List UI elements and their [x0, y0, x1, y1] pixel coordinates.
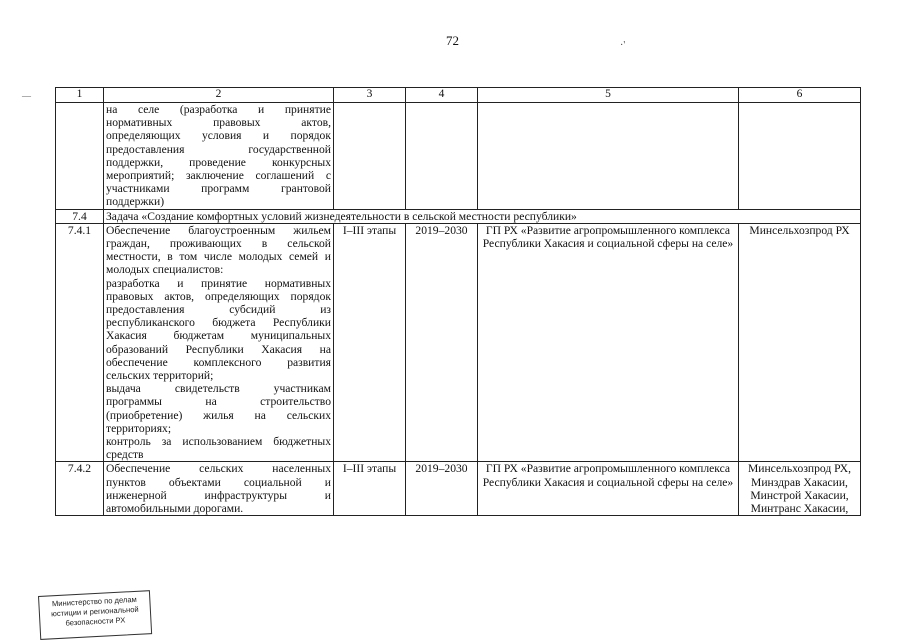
table-header-row [56, 88, 861, 103]
page-number: 72 [446, 33, 459, 48]
description-line: определяющих условия и порядок [106, 129, 331, 143]
executors-cell [739, 462, 861, 516]
stamp-line: юстиции и региональной [50, 604, 139, 619]
stages-cell: I–III этапы [334, 223, 406, 462]
description-line: (приобретение) жилья на сельских [106, 408, 331, 422]
description-line: граждан, проживающих в сельской [106, 237, 331, 251]
column-header: 4 [406, 88, 478, 103]
description-line: инженерной инфраструктуры и [106, 488, 331, 502]
period-cell: 2019–2030 [406, 462, 478, 516]
description-line: разработка и принятие нормативных [106, 276, 331, 290]
scan-mark: — [22, 91, 31, 101]
executors-cell [739, 103, 861, 210]
executor: Минсельхозпрод РХ [749, 223, 850, 237]
program-cell: ГП РХ «Развитие агропромышленного комплекса Республики Хакасия и социальной сферы на селе» [478, 462, 739, 516]
executor: Минздрав Хакасии, [751, 475, 848, 489]
task-title: Задача «Создание комфортных условий жизнедеятельности в сельской местности республики» [104, 209, 861, 223]
description-line: сельских территорий; [106, 369, 214, 383]
program-cell [478, 103, 739, 210]
description-line: правовых актов, определяющих порядок [106, 289, 331, 303]
description-line: предоставления государственной [106, 142, 331, 156]
description-line: предоставления субсидий из [106, 303, 331, 317]
executors-cell [739, 223, 861, 462]
description-cell [104, 223, 334, 462]
ministry-stamp [38, 590, 152, 640]
description-line: выдача свидетельств участникам [106, 382, 331, 396]
measures-table [55, 87, 861, 516]
description-line: республиканского бюджета Республики [106, 316, 331, 330]
column-header: 3 [334, 88, 406, 103]
description-line: обеспечение комплексного развития [106, 355, 331, 369]
stages-cell [334, 103, 406, 210]
scan-speck: ·' [620, 40, 626, 51]
executor: Минстрой Хакасии, [750, 488, 849, 502]
description-line: территориях; [106, 421, 172, 435]
column-header: 6 [739, 88, 861, 103]
description-line: местности, в том числе молодых семей и [106, 250, 331, 264]
table-row-continuation [56, 103, 861, 210]
description-line: Хакасия бюджетам муниципальных [106, 329, 331, 343]
table-row-7-4-2 [56, 462, 861, 516]
column-header: 1 [56, 88, 104, 103]
description-line: мероприятий; заключение соглашений с [106, 169, 331, 183]
description-cell [104, 462, 334, 516]
row-number-cell [56, 103, 104, 210]
description-line: пунктов объектами социальной и [106, 475, 331, 489]
description-line: участниками программ грантовой [106, 182, 331, 196]
description-line: на селе (разработка и принятие [106, 103, 331, 116]
stages-cell: I–III этапы [334, 462, 406, 516]
description-line: Обеспечение сельских населенных [106, 462, 331, 476]
description-cell [104, 103, 334, 210]
stamp-line: безопасности РХ [65, 615, 126, 628]
table-row-7-4-1 [56, 223, 861, 462]
description-line: образований Республики Хакасия на [106, 342, 331, 356]
column-header: 2 [104, 88, 334, 103]
table-row-task [56, 209, 861, 223]
program-cell: ГП РХ «Развитие агропромышленного комплекса Республики Хакасия и социальной сферы на селе» [478, 223, 739, 462]
description-line: нормативных правовых актов, [106, 116, 331, 130]
executor: Минтранс Хакасии, [750, 502, 849, 516]
description-line: молодых специалистов: [106, 263, 224, 277]
period-cell [406, 103, 478, 210]
executor: Минсельхозпрод РХ, [747, 462, 852, 476]
row-number: 7.4.1 [56, 223, 104, 462]
description-line: поддержки) [106, 195, 165, 209]
task-number: 7.4 [56, 209, 104, 223]
description-line: средств [106, 448, 144, 462]
description-line: поддержки, проведение конкурсных [106, 155, 331, 169]
period-cell: 2019–2030 [406, 223, 478, 462]
description-line: Обеспечение благоустроенным жильем [106, 223, 331, 237]
description-line: программы на строительство [106, 395, 331, 409]
stamp-line: Министерство по делам [51, 594, 137, 609]
description-line: автомобильными дорогами. [106, 502, 244, 516]
description-line: контроль за использованием бюджетных [106, 435, 331, 449]
column-header: 5 [478, 88, 739, 103]
row-number: 7.4.2 [56, 462, 104, 516]
